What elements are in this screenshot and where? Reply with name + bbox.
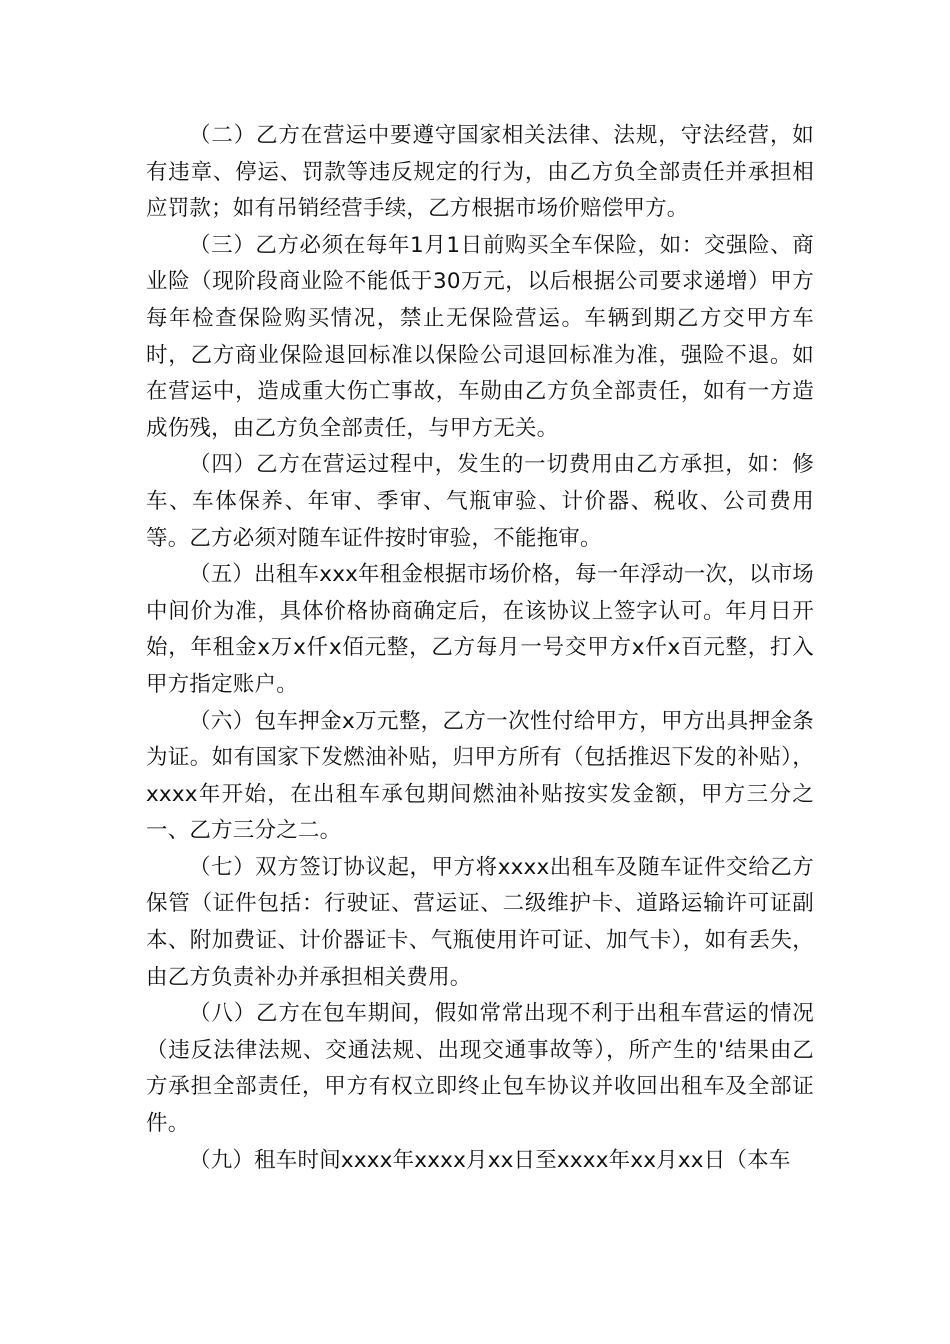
clause-4-paragraph: （四）乙方在营运过程中，发生的一切费用由乙方承担，如：修车、车体保养、年审、季审、气瓶审验、计价器、税收、公司费用等。乙方必须对随车证件按时审验，不能拖审。 bbox=[146, 452, 814, 551]
clause-3-paragraph: （三）乙方必须在每年1月1日前购买全车保险，如：交强险、商业险（现阶段商业险不能低于30万元，以后根据公司要求递增）甲方每年检查保险购买情况，禁止无保险营运。车辆到期乙方交甲方车时，乙方商业保险退回标准以保险公司退回标准为准，强险不退。如在营运中，造成重大伤亡事故，车勋由乙方负全部责任，如有一方造成伤残，由乙方负全部责任，与甲方无关。 bbox=[146, 232, 814, 441]
clause-9-paragraph: （九）租车时间xxxx年xxxx月xx日至xxxx年xx月xx日（本车 bbox=[189, 1147, 791, 1173]
clause-8-paragraph: （八）乙方在包车期间，假如常常出现不利于出租车营运的情况（违反法律法规、交通法规、出现交通事故等），所产生的'结果由乙方承担全部责任，甲方有权立即终止包车协议并收回出租车及全部证件。 bbox=[146, 1001, 814, 1137]
clause-6-paragraph: （六）包车押金x万元整，乙方一次性付给甲方，甲方出具押金条为证。如有国家下发燃油补贴，归甲方所有（包括推迟下发的补贴），xxxx年开始，在出租车承包期间燃油补贴按实发金额，甲方三分之一、乙方三分之二。 bbox=[146, 708, 814, 844]
document-body bbox=[146, 118, 814, 1179]
clause-2-paragraph: （二）乙方在营运中要遵守国家相关法律、法规，守法经营，如有违章、停运、罚款等违反规定的行为，由乙方负全部责任并承担相应罚款；如有吊销经营手续，乙方根据市场价赔偿甲方。 bbox=[146, 123, 814, 222]
clause-7-paragraph: （七）双方签订协议起，甲方将xxxx出租车及随车证件交给乙方保管（证件包括：行驶证、营运证、二级维护卡、道路运输许可证副本、附加费证、计价器证卡、气瓶使用许可证、加气卡），如有丢失，由乙方负责补办并承担相关费用。 bbox=[146, 854, 814, 990]
clause-5-paragraph: （五）出租车xxx年租金根据市场价格，每一年浮动一次，以市场中间价为准，具体价格协商确定后，在该协议上签字认可。年月日开始，年租金x万x仟x佰元整，乙方每月一号交甲方x仟x百元整，打入甲方指定账户。 bbox=[146, 562, 814, 697]
